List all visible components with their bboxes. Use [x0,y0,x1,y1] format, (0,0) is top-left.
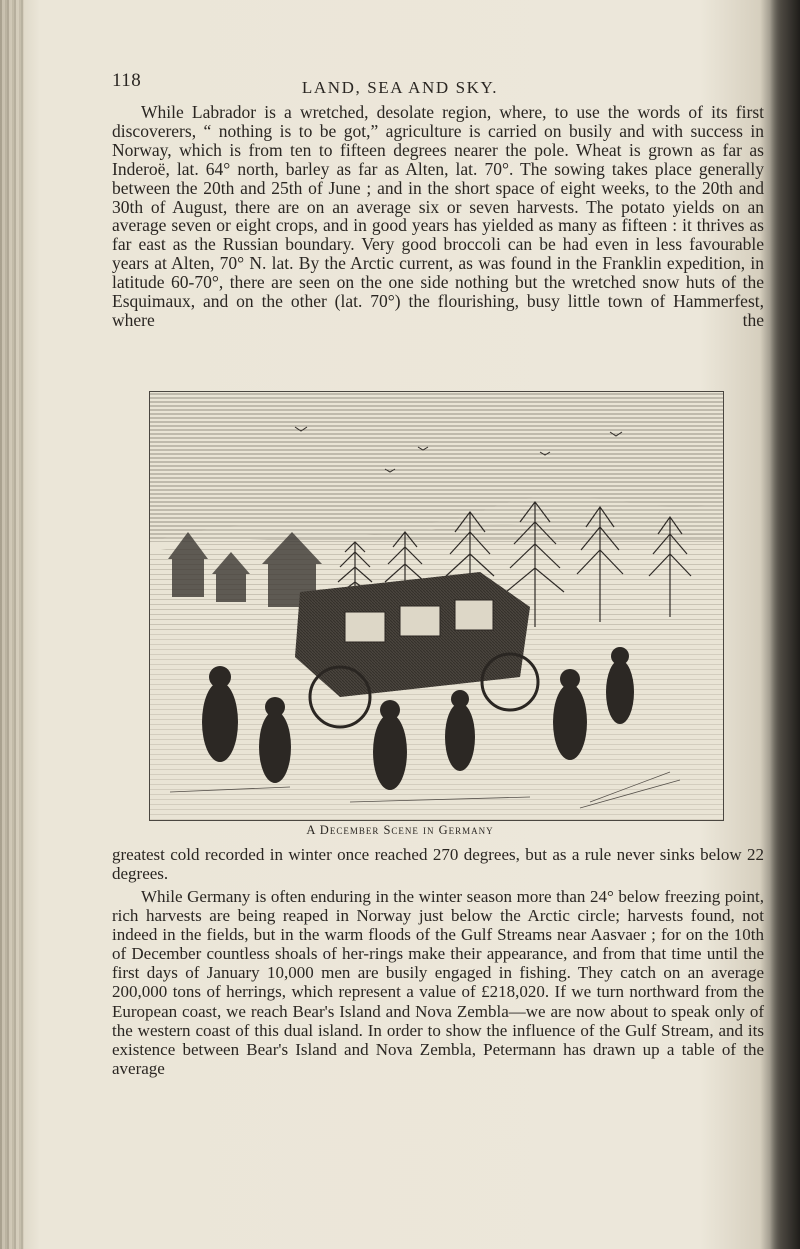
paragraph-labrador-norway: While Labrador is a wretched, desolate region, where, to use the words of its first discoverers, “ nothing is to be got,” agriculture is carried on busily and with success in Norway, which is from ten to fifteen degrees nearer the pole. Wheat is grown as far as Inderoë, lat. 64° north, barley as far as Alten, lat. 70°. The sowing takes place generally between the 20th and 25th of June ; and in the short space of eight weeks, to the 20th and 30th of August, there are on an average six or seven harvests. The potato yields on an average seven or eight crops, and in good years has yielded as many as fifteen : it thrives as far east as the Russian boundary. Very good broccoli can be had even in less favourable years at Alten, 70° N. lat. By the Arctic current, as was found in the Franklin expedition, in latitude 60-70°, there are seen on the one side nothing but the wretched snow huts of the Esquimaux, and on the other (lat. 70°) the flourishing, busy little town of Hammerfest, where the [112,102,764,330]
running-head: LAND, SEA AND SKY. [301,78,499,97]
engraving-illustration [150,392,723,820]
engraving-december-scene [149,391,724,821]
paragraph-hammerfest-cold: greatest cold recorded in winter once reached 270 degrees, but as a rule never sinks below 22 degrees. [112,845,764,883]
page-edge-shadow [770,0,800,1249]
paragraph-germany-norway-herrings: While Germany is often enduring in the winter season more than 24° below freezing point, rich harvests are being reaped in Norway just below the Arctic circle; harvests found, not indeed in the fields, but in the warm floods of the Gulf Streams near Aasvaer ; for on the 10th of December countless shoals of her-rings make their appearance, and from that time until the first days of January 10,000 men are busily engaged in fishing. They catch on an average 200,000 tons of herrings, which represent a value of £218,020. If we turn northward from the European coast, we reach Bear's Island and Nova Zembla—we are now about to speak only of the western coast of this dual island. In order to show the influence of the Gulf Stream, and its existence between Bear's Island and Nova Zembla, Petermann has drawn up a table of the average [112,887,764,1078]
page-number: 118 [112,70,142,91]
binding-shadow [0,0,24,1249]
figure-caption: A December Scene in Germany [306,823,494,837]
